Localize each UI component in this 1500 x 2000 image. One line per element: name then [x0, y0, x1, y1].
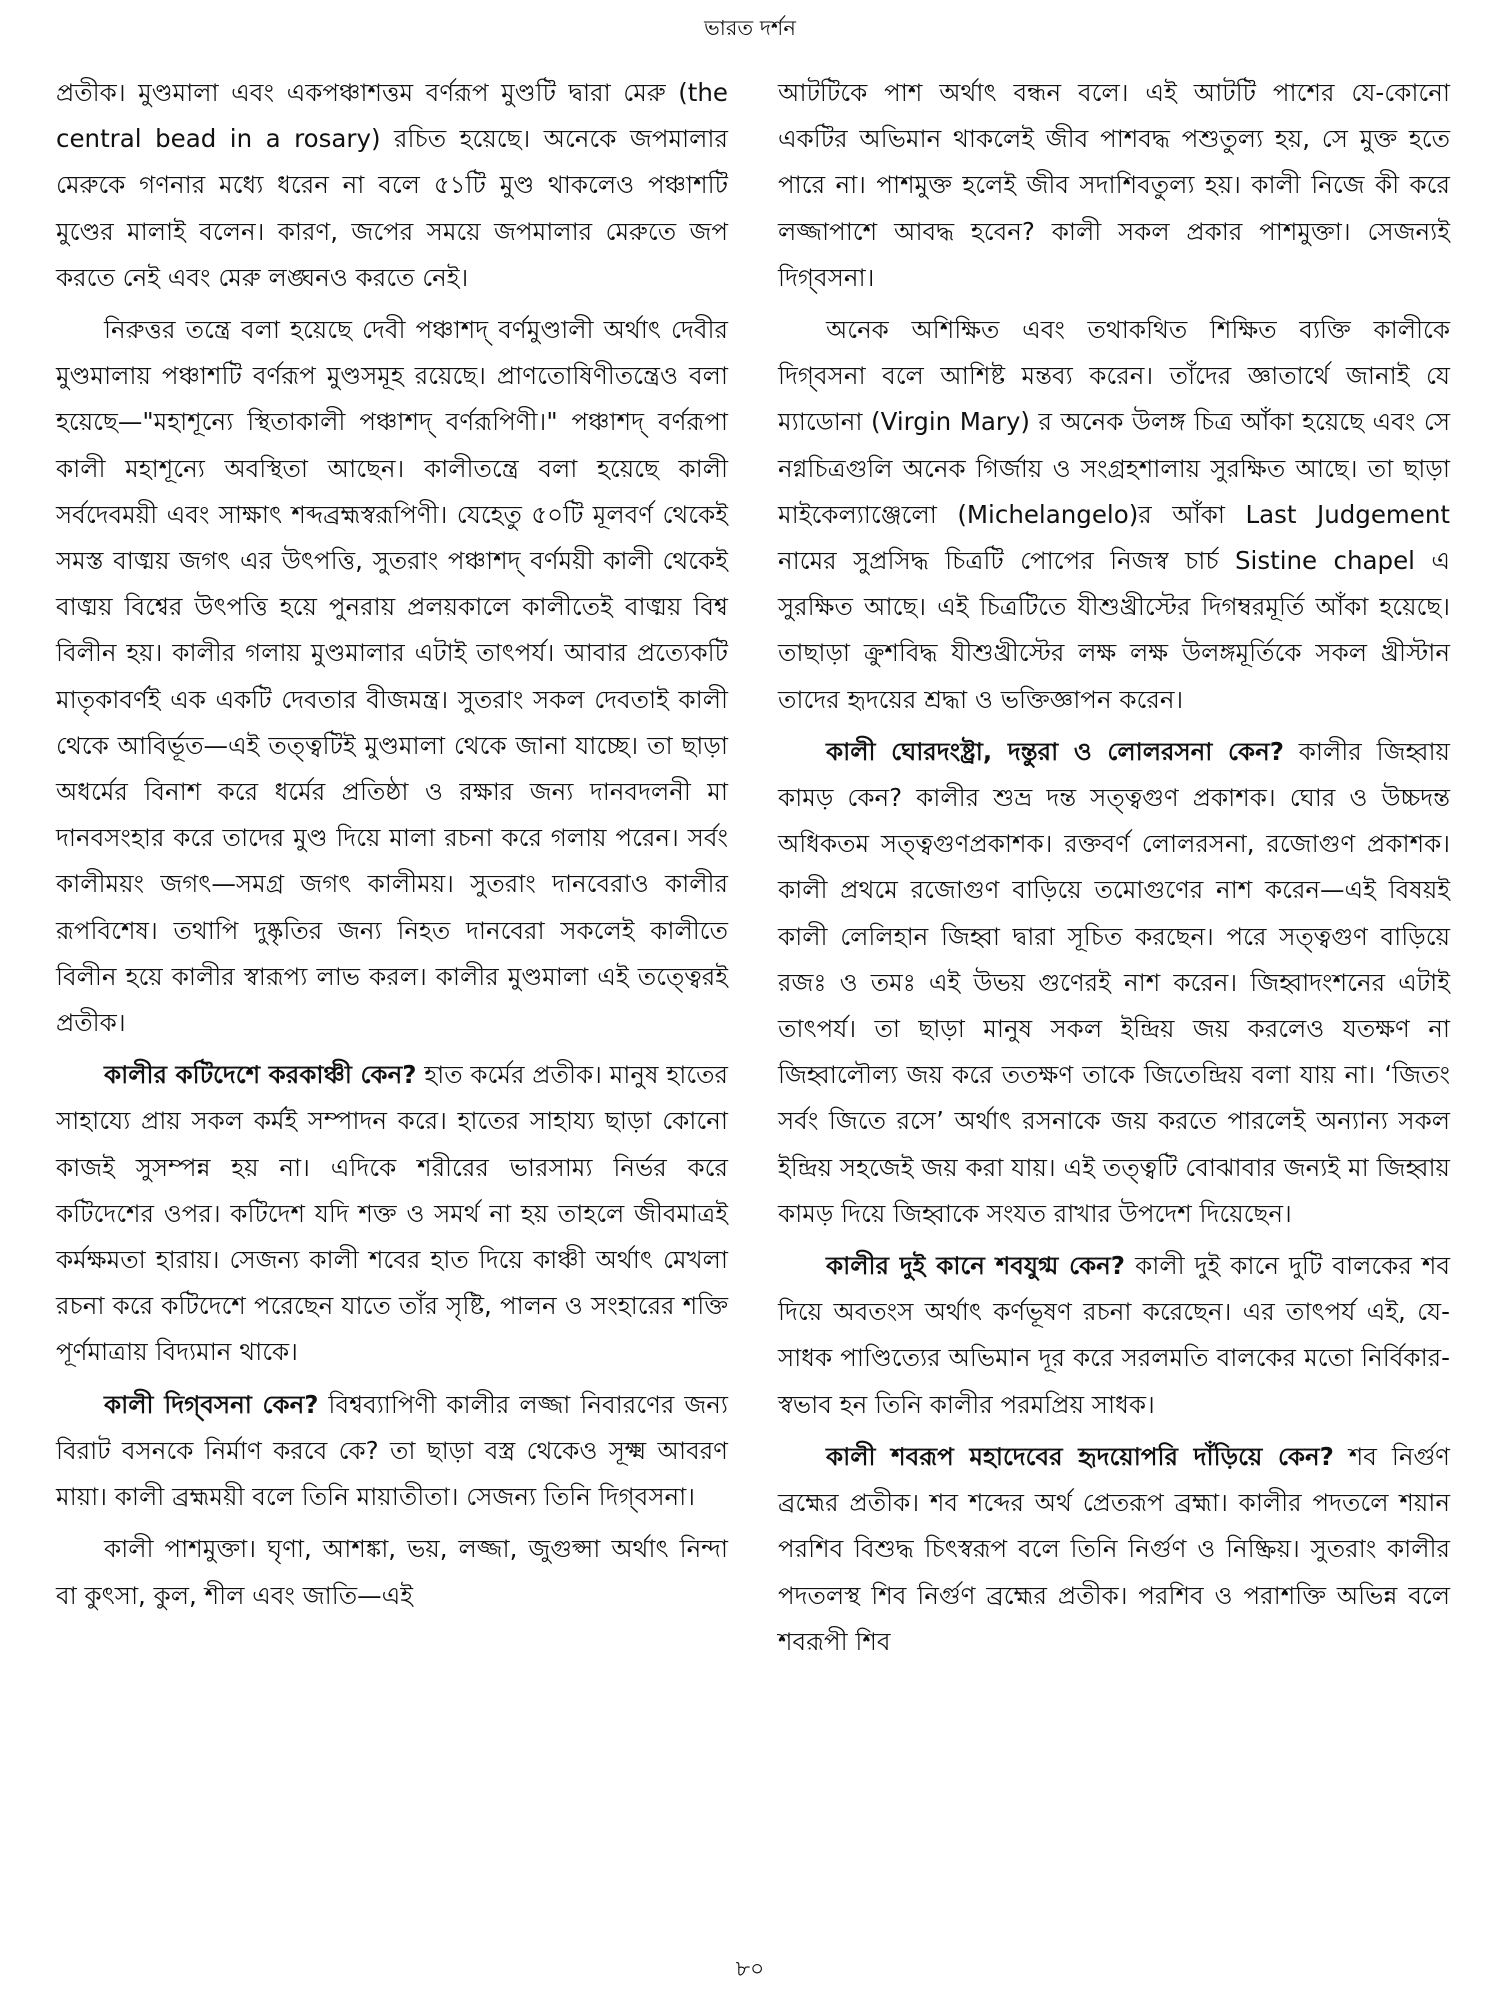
paragraph-text: নিরুত্তর তন্ত্রে বলা হয়েছে দেবী পঞ্চাশদ্ বর্ণমুণ্ডালী অর্থাৎ দেবীর মুণ্ডমালায় পঞ্চাশটি বর্ণরূপ মুণ্ডসমূহ রয়েছে। প্রাণতোষিণীতন্ত্রেও বলা হয়েছে—"মহাশূন্যে স্থিতাকালী পঞ্চাশদ্ বর্ণরূপিণী।" পঞ্চাশদ্ বর্ণরূপা কালী মহাশূন্যে অবস্থিতা আছেন। কালীতন্ত্রে বলা হয়েছে কালী সর্বদেবময়ী এবং সাক্ষাৎ শব্দব্রহ্মস্বরূপিণী। যেহেতু ৫০টি মূলবর্ণ থেকেই সমস্ত বাঙ্ময় জগৎ এর উৎপত্তি, সুতরাং পঞ্চাশদ্ বর্ণময়ী কালী থেকেই বাঙ্ময় বিশ্বের উৎপত্তি হয়ে পুনরায় প্রলয়কালে কালীতেই বাঙ্ময় বিশ্ব বিলীন হয়। কালীর গলায় মুণ্ডমালার এটাই তাৎপর্য। আবার প্রত্যেকটি মাতৃকাবর্ণই এক একটি দেবতার বীজমন্ত্র। সুতরাং সকল দেবতাই কালী থেকে আবির্ভূত—এই তত্ত্বটিই মুণ্ডমালা থেকে জানা যাচ্ছে। তা ছাড়া অধর্মের বিনাশ করে ধর্মের প্রতিষ্ঠা ও রক্ষার জন্য দানবদলনী মা দানবসংহার করে তাদের মুণ্ড দিয়ে মালা রচনা করে গলায় পরেন। সর্বং কালীময়ং জগৎ—সমগ্র জগৎ কালীময়। সুতরাং দানবেরাও কালীর রূপবিশেষ। তথাপি দুষ্কৃতির জন্য নিহত দানবেরা সকলেই কালীতে বিলীন হয়ে কালীর স্বারূপ্য লাভ করল। কালীর মুণ্ডমালা এই তত্ত্বেরই প্রতীক। [56, 315, 728, 1038]
page-number: ৮০ [735, 1957, 765, 1982]
running-head: ভারত দর্শন [704, 16, 796, 40]
paragraph [56, 1526, 728, 1618]
paragraph-text: কালী পাশমুক্তা। ঘৃণা, আশঙ্কা, ভয়, লজ্জা, জুগুপ্সা অর্থাৎ নিন্দা বা কুৎসা, কুল, শীল এবং জাতি—এই [56, 1534, 728, 1610]
question-heading: কালীর দুই কানে শবযুগ্ম কেন? [826, 1251, 1126, 1281]
paragraph [778, 729, 1450, 1237]
paragraph-text: অনেক অশিক্ষিত এবং তথাকথিত শিক্ষিত ব্যক্তি কালীকে দিগ্‌বসনা বলে আশিষ্ট মন্তব্য করেন। তাঁদের জ্ঞাতার্থে জানাই যে ম্যাডোনা (Virgin Mary) র অনেক উলঙ্গ চিত্র আঁকা হয়েছে এবং সে নগ্নচিত্রগুলি অনেক গির্জায় ও সংগ্রহশালায় সুরক্ষিত আছে। তা ছাড়া মাইকেল্যাঞ্জেলো (Michelangelo)র আঁকা Last Judgement নামের সুপ্রসিদ্ধ চিত্রটি পোপের নিজস্ব চার্চ Sistine chapel এ সুরক্ষিত আছে। এই চিত্রটিতে যীশুখ্রীস্টের দিগম্বরমূর্তি আঁকা হয়েছে। তাছাড়া ক্রুশবিদ্ধ যীশুখ্রীস্টের লক্ষ লক্ষ উলঙ্গমূর্তিকে সকল খ্রীস্টান তাদের হৃদয়ের শ্রদ্ধা ও ভক্তিজ্ঞাপন করেন। [778, 315, 1450, 714]
paragraph-text: হাত কর্মের প্রতীক। মানুষ হাতের সাহায্যে প্রায় সকল কর্মই সম্পাদন করে। হাতের সাহায্য ছাড়া কোনো কাজই সুসম্পন্ন হয় না। এদিকে শরীরের ভারসাম্য নির্ভর করে কটিদেশের ওপর। কটিদেশ যদি শক্ত ও সমর্থ না হয় তাহলে জীবমাত্রই কর্মক্ষমতা হারায়। সেজন্য কালী শবের হাত দিয়ে কাঞ্চী অর্থাৎ মেখলা রচনা করে কটিদেশে পরেছেন যাতে তাঁর সৃষ্টি, পালন ও সংহারের শক্তি পূর্ণমাত্রায় বিদ্যমান থাকে। [56, 1060, 728, 1367]
paragraph [778, 1434, 1450, 1665]
paragraph-text: প্রতীক। মুণ্ডমালা এবং একপঞ্চাশত্তম বর্ণরূপ মুণ্ডটি দ্বারা মেরু (the central bead in a rosary) রচিত হয়েছে। অনেকে জপমালার মেরুকে গণনার মধ্যে ধরেন না বলে ৫১টি মুণ্ড থাকলেও পঞ্চাশটি মুণ্ডের মালাই বলেন। কারণ, জপের সময়ে জপমালার মেরুতে জপ করতে নেই এবং মেরু লঙ্ঘনও করতে নেই। [56, 78, 728, 292]
question-heading: কালী দিগ্‌বসনা কেন? [104, 1389, 319, 1419]
paragraph [778, 70, 1450, 301]
paragraph [778, 307, 1450, 723]
paragraph [56, 1052, 728, 1375]
paragraph-text: কালী দুই কানে দুটি বালকের শব দিয়ে অবতংস অর্থাৎ কর্ণভূষণ রচনা করেছেন। এর তাৎপর্য এই, যে-সাধক পাণ্ডিত্যের অভিমান দূর করে সরলমতি বালকের মতো নির্বিকার-স্বভাব হন তিনি কালীর পরমপ্রিয় সাধক। [778, 1251, 1450, 1419]
paragraph-text: আটটিকে পাশ অর্থাৎ বন্ধন বলে। এই আটটি পাশের যে-কোনো একটির অভিমান থাকলেই জীব পাশবদ্ধ পশুতুল্য হয়, সে মুক্ত হতে পারে না। পাশমুক্ত হলেই জীব সদাশিবতুল্য হয়। কালী নিজে কী করে লজ্জাপাশে আবদ্ধ হবেন? কালী সকল প্রকার পাশমুক্তা। সেজন্যই দিগ্‌বসনা। [778, 78, 1450, 292]
paragraph [56, 70, 728, 301]
paragraph [56, 1382, 728, 1521]
paragraph-text: কালীর জিহ্বায় কামড় কেন? কালীর শুভ্র দন্ত সত্ত্বগুণ প্রকাশক। ঘোর ও উচ্চদন্ত অধিকতম সত্ত্বগুণপ্রকাশক। রক্তবর্ণ লোলরসনা, রজোগুণ প্রকাশক। কালী প্রথমে রজোগুণ বাড়িয়ে তমোগুণের নাশ করেন—এই বিষয়ই কালী লেলিহান জিহ্বা দ্বারা সূচিত করছেন। পরে সত্ত্বগুণ বাড়িয়ে রজঃ ও তমঃ এই উভয় গুণেরই নাশ করেন। জিহ্বাদংশনের এটাই তাৎপর্য। তা ছাড়া মানুষ সকল ইন্দ্রিয় জয় করলেও যতক্ষণ না জিহ্বালৌল্য জয় করে ততক্ষণ তাকে জিতেন্দ্রিয় বলা যায় না। ‘জিতং সর্বং জিতে রসে’ অর্থাৎ রসনাকে জয় করতে পারলেই অন্যান্য সকল ইন্দ্রিয় সহজেই জয় করা যায়। এই তত্ত্বটি বোঝাবার জন্যই মা জিহ্বায় কামড় দিয়ে জিহ্বাকে সংযত রাখার উপদেশ দিয়েছেন। [778, 736, 1450, 1228]
paragraph-text: শব নির্গুণ ব্রহ্মের প্রতীক। শব শব্দের অর্থ প্রেতরূপ ব্রহ্মা। কালীর পদতলে শয়ান পরশিব বিশুদ্ধ চিৎস্বরূপ বলে তিনি নির্গুণ ও নিষ্ক্রিয়। সুতরাং কালীর পদতলস্থ শিব নির্গুণ ব্রহ্মের প্রতীক। পরশিব ও পরাশক্তি অভিন্ন বলে শবরূপী শিব [778, 1441, 1450, 1656]
left-column [56, 70, 728, 1619]
question-heading: কালীর কটিদেশে করকাঞ্চী কেন? [104, 1060, 417, 1090]
question-heading: কালী ঘোরদংষ্ট্রা, দন্তুরা ও লোলরসনা কেন? [826, 736, 1284, 766]
paragraph [778, 1243, 1450, 1428]
paragraph [56, 307, 728, 1046]
right-column [778, 70, 1450, 1665]
paragraph-text: বিশ্বব্যাপিণী কালীর লজ্জা নিবারণের জন্য বিরাট বসনকে নির্মাণ করবে কে? তা ছাড়া বস্ত্র থেকেও সূক্ষ্ম আবরণ মায়া। কালী ব্রহ্মময়ী বলে তিনি মায়াতীতা। সেজন্য তিনি দিগ্‌বসনা। [56, 1389, 728, 1512]
question-heading: কালী শবরূপ মহাদেবের হৃদয়োপরি দাঁড়িয়ে কেন? [826, 1441, 1334, 1471]
